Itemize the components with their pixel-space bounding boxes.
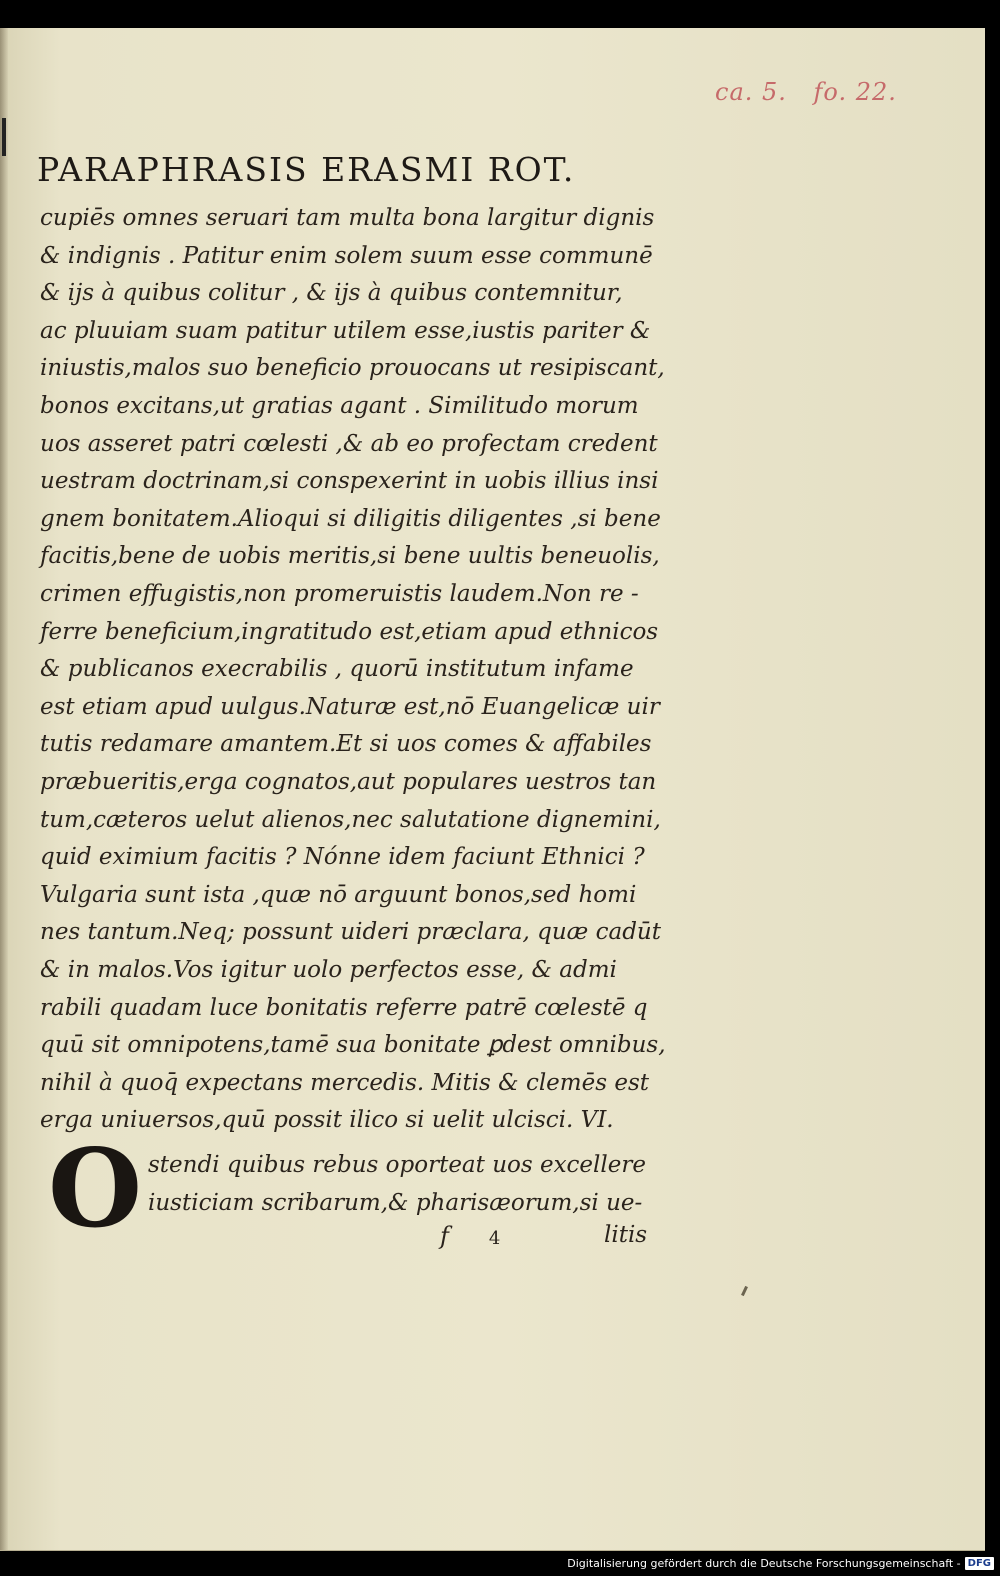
text-line: ferre beneficium,ingratitudo est,etiam apud ethnicos xyxy=(40,618,659,645)
text-line: & publicanos execrabilis , quorū institutum infame xyxy=(40,656,634,683)
text-line: & in malos.Vos igitur uolo perfectos esse, & admi xyxy=(40,957,617,983)
text-line: uos asseret patri cœlesti ,& ab eo profectam credent xyxy=(40,430,658,457)
text-line: est etiam apud uulgus.Naturæ est,nō Euangelicæ uir xyxy=(40,693,660,720)
text-line: nes tantum.Neq; possunt uideri præclara, quæ cadūt xyxy=(40,919,661,946)
catchword: litis xyxy=(604,1222,648,1248)
handwritten-shelfmark xyxy=(715,78,897,106)
text-line: & ijs à quibus colitur , & ijs à quibus contemnitur, xyxy=(40,280,623,307)
text-line: quū sit omnipotens,tamē sua bonitate ꝑdest omnibus, xyxy=(40,1032,666,1059)
text-line: tum,cæteros uelut alienos,nec salutatione dignemini, xyxy=(40,806,661,833)
page-gutter-edge xyxy=(0,28,8,1550)
running-head: PARAPHRASIS ERASMI ROT. xyxy=(37,150,576,189)
text-line: & indignis . Patitur enim solem suum esse communē xyxy=(40,242,653,269)
text-line: bonos excitans,ut gratias agant . Similitudo morum xyxy=(40,393,639,419)
signature-letter: f xyxy=(440,1222,449,1250)
shelfmark-left: ca. 5. xyxy=(715,78,787,106)
text-line: quid eximium facitis ? Nónne idem faciunt Ethnici ? xyxy=(40,844,645,871)
text-line: facitis,bene de uobis meritis,si bene uultis beneuolis, xyxy=(40,543,660,570)
text-line: ac pluuiam suam patitur utilem esse,iustis pariter & xyxy=(40,317,651,344)
text-line: nihil à quoq̄ expectans mercedis. Mitis & clemēs est xyxy=(40,1069,649,1096)
drop-cap-line: stendi quibus rebus oporteat uos excellere xyxy=(148,1152,646,1178)
text-line: tutis redamare amantem.Et si uos comes & affabiles xyxy=(40,731,652,758)
text-line: gnem bonitatem.Alioqui si diligitis diligentes ,si bene xyxy=(40,505,661,532)
drop-cap-line: iusticiam scribarum,& pharisæorum,si ue- xyxy=(148,1190,643,1216)
drop-cap: O xyxy=(48,1126,143,1252)
text-line: Vulgaria sunt ista ,quæ nō arguunt bonos,sed homi xyxy=(40,881,637,908)
shelfmark-right: fo. 22. xyxy=(813,78,897,106)
footer-text: Digitalisierung gefördert durch die Deutsche Forschungsgemeinschaft - xyxy=(567,1557,961,1570)
margin-bracket xyxy=(2,118,12,156)
signature-mark xyxy=(440,1222,500,1250)
text-line: crimen effugistis,non promeruistis laudem.Non re - xyxy=(40,581,639,607)
footer-credit xyxy=(567,1557,994,1570)
text-line: erga uniuersos,quū possit ilico si uelit ulcisci. VI. xyxy=(40,1107,614,1134)
text-line: præbueritis,erga cognatos,aut populares uestros tan xyxy=(40,769,657,795)
signature-number: 4 xyxy=(488,1228,501,1249)
text-line: uestram doctrinam,si conspexerint in uobis illius insi xyxy=(40,468,659,495)
text-line: cupiēs omnes seruari tam multa bona largitur dignis xyxy=(40,205,655,231)
dfg-logo: DFG xyxy=(965,1557,994,1570)
text-line: rabili quadam luce bonitatis referre patrē cœlestē q xyxy=(40,994,648,1021)
text-line: iniustis,malos suo beneficio prouocans ut resipiscant, xyxy=(40,355,665,382)
